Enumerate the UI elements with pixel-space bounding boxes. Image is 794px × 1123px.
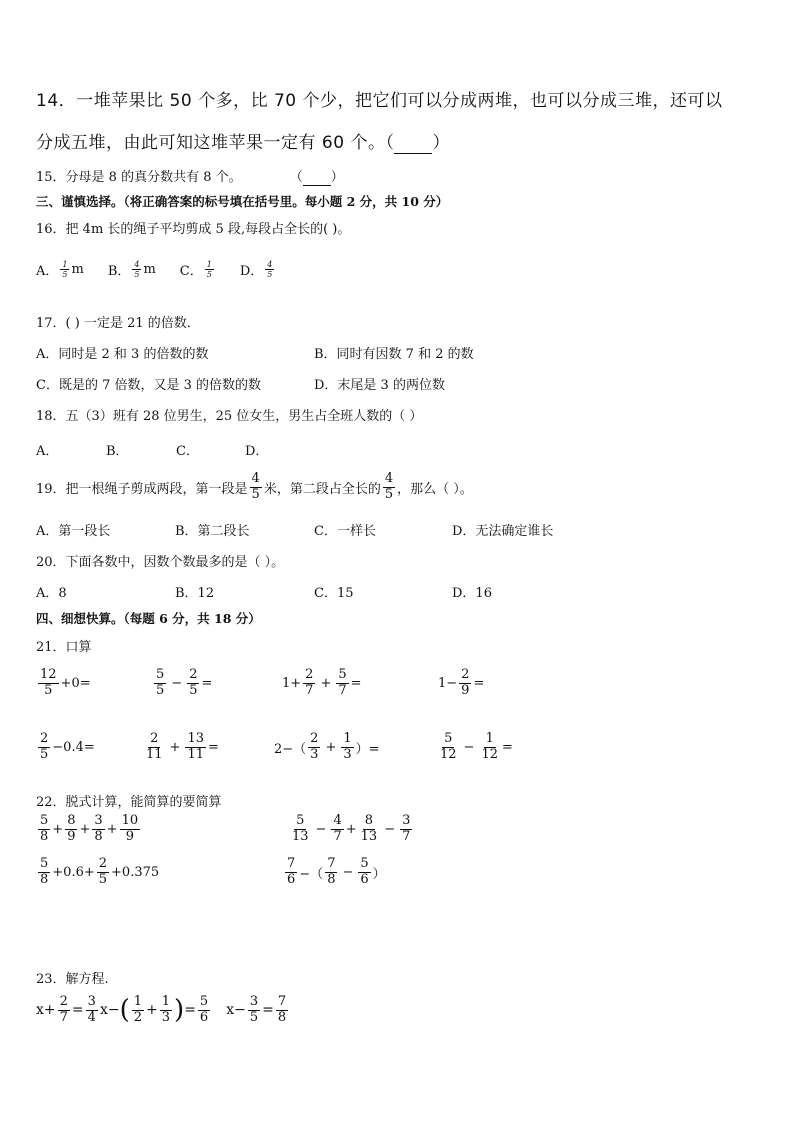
q22-expr-4: $\frac{7}{6}$ −（ $\frac{7}{8}$ − $\frac{5}{6}$ ）	[287, 856, 386, 887]
q17-option-d[interactable]: D．末尾是 3 的两位数	[314, 378, 445, 393]
q19-option-b[interactable]: B．第二段长	[175, 524, 250, 539]
q20-option-b[interactable]: B．12	[175, 586, 215, 601]
q18-option-c[interactable]: C．	[176, 444, 199, 459]
q21-expr-2: $\frac{5}{5}$ − $\frac{2}{5}$ =	[156, 667, 213, 698]
answer-blank[interactable]	[303, 170, 331, 186]
q23-equations: x+ $\frac{2}{7}$ = $\frac{3}{4}$ x − ( $\frac{1}{2}$ + $\frac{1}{3}$ ) = $\frac{5}{6}$ x− $\frac{3}{5}$ = $\frac{7}{8}$	[36, 994, 287, 1026]
option-a[interactable]: A．	[36, 264, 59, 280]
right-paren: )	[174, 995, 185, 1026]
q14-line1: 14．一堆苹果比 50 个多，比 70 个少，把它们可以分成两堆，也可以分成三堆，还可以	[36, 91, 723, 111]
fraction: $\frac{4}{5}$	[134, 260, 140, 280]
q17-stem: 17．( ) 一定是 21 的倍数．	[36, 316, 200, 331]
section-4-heading: 四、细想快算。（每题 6 分，共 18 分）	[36, 611, 261, 626]
q17-option-a[interactable]: A．同时是 2 和 3 的倍数的数	[36, 347, 209, 362]
q18-option-b[interactable]: B．	[106, 444, 129, 459]
q22-expr-1: $\frac{5}{8}$ + $\frac{8}{9}$ + $\frac{3}{8}$ + $\frac{10}{9}$	[40, 813, 139, 844]
option-b[interactable]: B．	[107, 264, 131, 280]
fraction: $\frac{4}{5}$	[251, 471, 260, 502]
q17-option-b[interactable]: B．同时有因数 7 和 2 的数	[314, 347, 474, 362]
fraction: $\frac{4}{5}$	[384, 471, 394, 502]
q19-stem: 19．把一根绳子剪成两段，第一段是 $\frac{4}{5}$ 米，第二段占全长的 $\frac{4}{5}$ ，那么（ ）。	[36, 471, 473, 502]
answer-blank[interactable]	[394, 133, 432, 154]
q20-option-d[interactable]: D．16	[452, 586, 492, 601]
q20-option-c[interactable]: C．15	[314, 586, 354, 601]
option-d[interactable]: D．	[239, 264, 264, 280]
q21-expr-4: 1− $\frac{2}{9}$ =	[438, 667, 485, 698]
q18-option-a[interactable]: A．	[36, 444, 59, 459]
q18-option-d[interactable]: D．	[245, 444, 269, 459]
q23-title: 23．解方程.	[36, 972, 109, 987]
q22-expr-2: $\frac{5}{13}$ − $\frac{4}{7}$ + $\frac{8}{13}$ − $\frac{3}{7}$	[292, 813, 411, 844]
q19-option-d[interactable]: D．无法确定谁长	[452, 524, 554, 539]
q22-expr-3: $\frac{5}{8}$ +0.6+ $\frac{2}{5}$ +0.375	[40, 856, 160, 887]
fraction: $\frac{1}{5}$	[62, 260, 68, 280]
left-paren: (	[119, 995, 130, 1026]
q21-expr-3: 1+ $\frac{2}{7}$ + $\frac{5}{7}$ =	[282, 667, 362, 698]
q19-option-a[interactable]: A．第一段长	[36, 524, 111, 539]
q14-line2: 分成五堆，由此可知这堆苹果一定有 60 个。（ ）	[36, 133, 450, 153]
q16-stem: 16．把 4m 长的绳子平均剪成 5 段,每段占全长的( )。	[36, 222, 351, 237]
q16-options: A． $\frac{1}{5}$ m B． $\frac{4}{5}$ m C． $\frac{1}{5}$ D． $\frac{4}{5}$	[36, 260, 273, 280]
q21-expr-6: $\frac{2}{11}$ + $\frac{13}{11}$ =	[146, 731, 219, 762]
q21-expr-1: $\frac{12}{5}$ +0=	[40, 667, 91, 698]
q21-expr-7: 2−（ $\frac{2}{3}$ + $\frac{1}{3}$ ）=	[274, 731, 380, 762]
q21-expr-8: $\frac{5}{12}$ − $\frac{1}{12}$ =	[440, 731, 513, 762]
q20-option-a[interactable]: A．8	[36, 586, 67, 601]
q21-title: 21．口算	[36, 640, 92, 655]
q21-expr-5: $\frac{2}{5}$ −0.4=	[40, 731, 95, 762]
fraction: $\frac{1}{5}$	[206, 260, 212, 280]
q17-option-c[interactable]: C．既是的 7 倍数，又是 3 的倍数的数	[36, 378, 262, 393]
section-3-heading: 三、谨慎选择。（将正确答案的标号填在括号里。每小题 2 分，共 10 分）	[36, 194, 449, 209]
q18-stem: 18．五（3）班有 28 位男生，25 位女生，男生占全班人数的（ ）	[36, 409, 423, 424]
q22-title: 22．脱式计算，能简算的要简算	[36, 795, 222, 810]
q15: 15．分母是 8 的真分数共有 8 个。 （ ）	[36, 170, 344, 185]
q20-stem: 20．下面各数中，因数个数最多的是（ ）。	[36, 555, 285, 570]
option-c[interactable]: C．	[179, 264, 203, 280]
q19-option-c[interactable]: C．一样长	[314, 524, 376, 539]
fraction: $\frac{4}{5}$	[267, 260, 273, 280]
